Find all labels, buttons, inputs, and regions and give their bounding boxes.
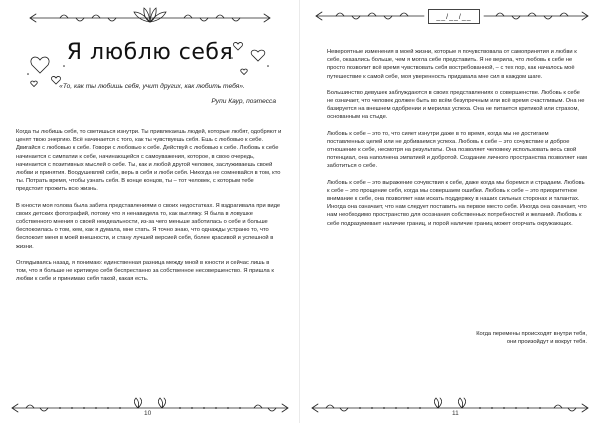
paragraph: Оглядываясь назад, я понимаю: единственная разница между мной в юности и сейчас лишь в том, что я больше не критикую себя беспрестанно за собственное несовершенство. Я пришла к любви к себе и принимаю себя такой, какая есть.: [16, 259, 274, 283]
paragraph: Невероятные изменения в моей жизни, которые я почувствовала от самопринятия и любви к себе, оказались больше, чем я могла себе представить. Я не верила, что любовь к себе не просто позволит всё время чувствовать себя востребованной, – с тех пор, как началось моё путешествие к самой себе, моя уверенность придавала мне сил в каждом шаге.: [327, 49, 577, 80]
paragraph: Любовь к себе – это то, что сияет изнутри даже в то время, когда мы не достигаем поставленных целей или не добиваемся успеха. Любовь к себе – это сочувствие и доброе отношение к себе, несмотря на результаты. Она позволяет человеку использовать весь свой потенциал, она наполнена эмпатией и добротой. Создание личного пространства позволяет нам заботиться о себе.: [327, 130, 587, 170]
closing-line: они произойдут и вокруг тебя.: [506, 339, 587, 346]
bottom-vine-ornament-right: [300, 396, 600, 420]
paragraph: Большинство девушек заблуждаются в своих представлениях о совершенстве. Любовь к себе не означает, что человек должен быть во всём безупречным или всё время счастливым. Она не базируется на внешнем одобрении и мерилах успеха. Она не питается критикой или страхом, основанным на стыде.: [327, 89, 585, 121]
right-page: [300, 0, 600, 423]
epigraph-author: Рупи Каур, поэтесса: [211, 98, 276, 105]
paragraph: Когда ты любишь себя, то светишься изнутри. Ты привлекаешь людей, которые любят, одобряют и ценят твою энергию. Всё начинается с того, как ты чувствуешь себя. Ешь с любовью к себе. Двигайся с любовью к себе. Говори с любовью к себе. Действуй с любовью к себе. Любовь к себе начинается с симпатии к себе, начинающейся с самоуважения, которое, в свою очередь, начинается с позитивных мыслей о себе. Ты, как и любой другой человек, заслуживаешь своей любви и принятия. Воодушевляй себя, верь в себя и люби себя. Никогда не сомневайся в том, кто ты. Потрать время, чтобы узнать себя. В конце концов, ты – тот человек, с которым тебе предстоит прожить всю жизнь.: [16, 129, 282, 193]
paragraph: Любовь к себе – это выражение сочувствия к себе, даже когда мы боремся и страдаем. Любовь к себе – это прощение себя, когда мы совершаем ошибки. Любовь к себе – это приоритетное внимание к себе, она позволяет нам искать поддержку в наших сильных сторонах и талантах. Иногда она означает, что нам следует поставить на первое место себя. Иногда она означает, что нам необходимо пространство для осознания собственных потребностей и желаний. Любовь к себе подразумевает наличие границ, и порой наличие границ может огорчать окружающих.: [327, 179, 587, 227]
page-title: Я люблю себя: [66, 40, 234, 65]
closing-line: Когда перемены происходят внутри тебя,: [476, 331, 587, 337]
epigraph-quote: «То, как ты любишь себя, учит других, как любить тебя».: [59, 83, 245, 90]
right-body-text: [327, 48, 587, 236]
closing-statement: [327, 330, 587, 346]
page-number-left: 10: [144, 410, 152, 417]
paragraph: В юности моя голова была забита представлениями о своих недостатках. Я вздрагивала при виде своих детских фотографий, потому что я ненавидела то, как выгляжу. Я была в ловушке собственного мнения о своей неидеальности, из-за чего меньше заботилась о себе и больше беспокоилась о том, кем, как я думала, мне стать. Я точно знаю, что однажды устраню то, что беспокоит меня в моей внешности, и стану лучшей версией себя, более красивой и успешной в жизни.: [16, 202, 281, 250]
left-body-text: [16, 128, 282, 291]
date-field: __/__/__: [428, 9, 480, 24]
page-number-right: 11: [452, 410, 459, 417]
